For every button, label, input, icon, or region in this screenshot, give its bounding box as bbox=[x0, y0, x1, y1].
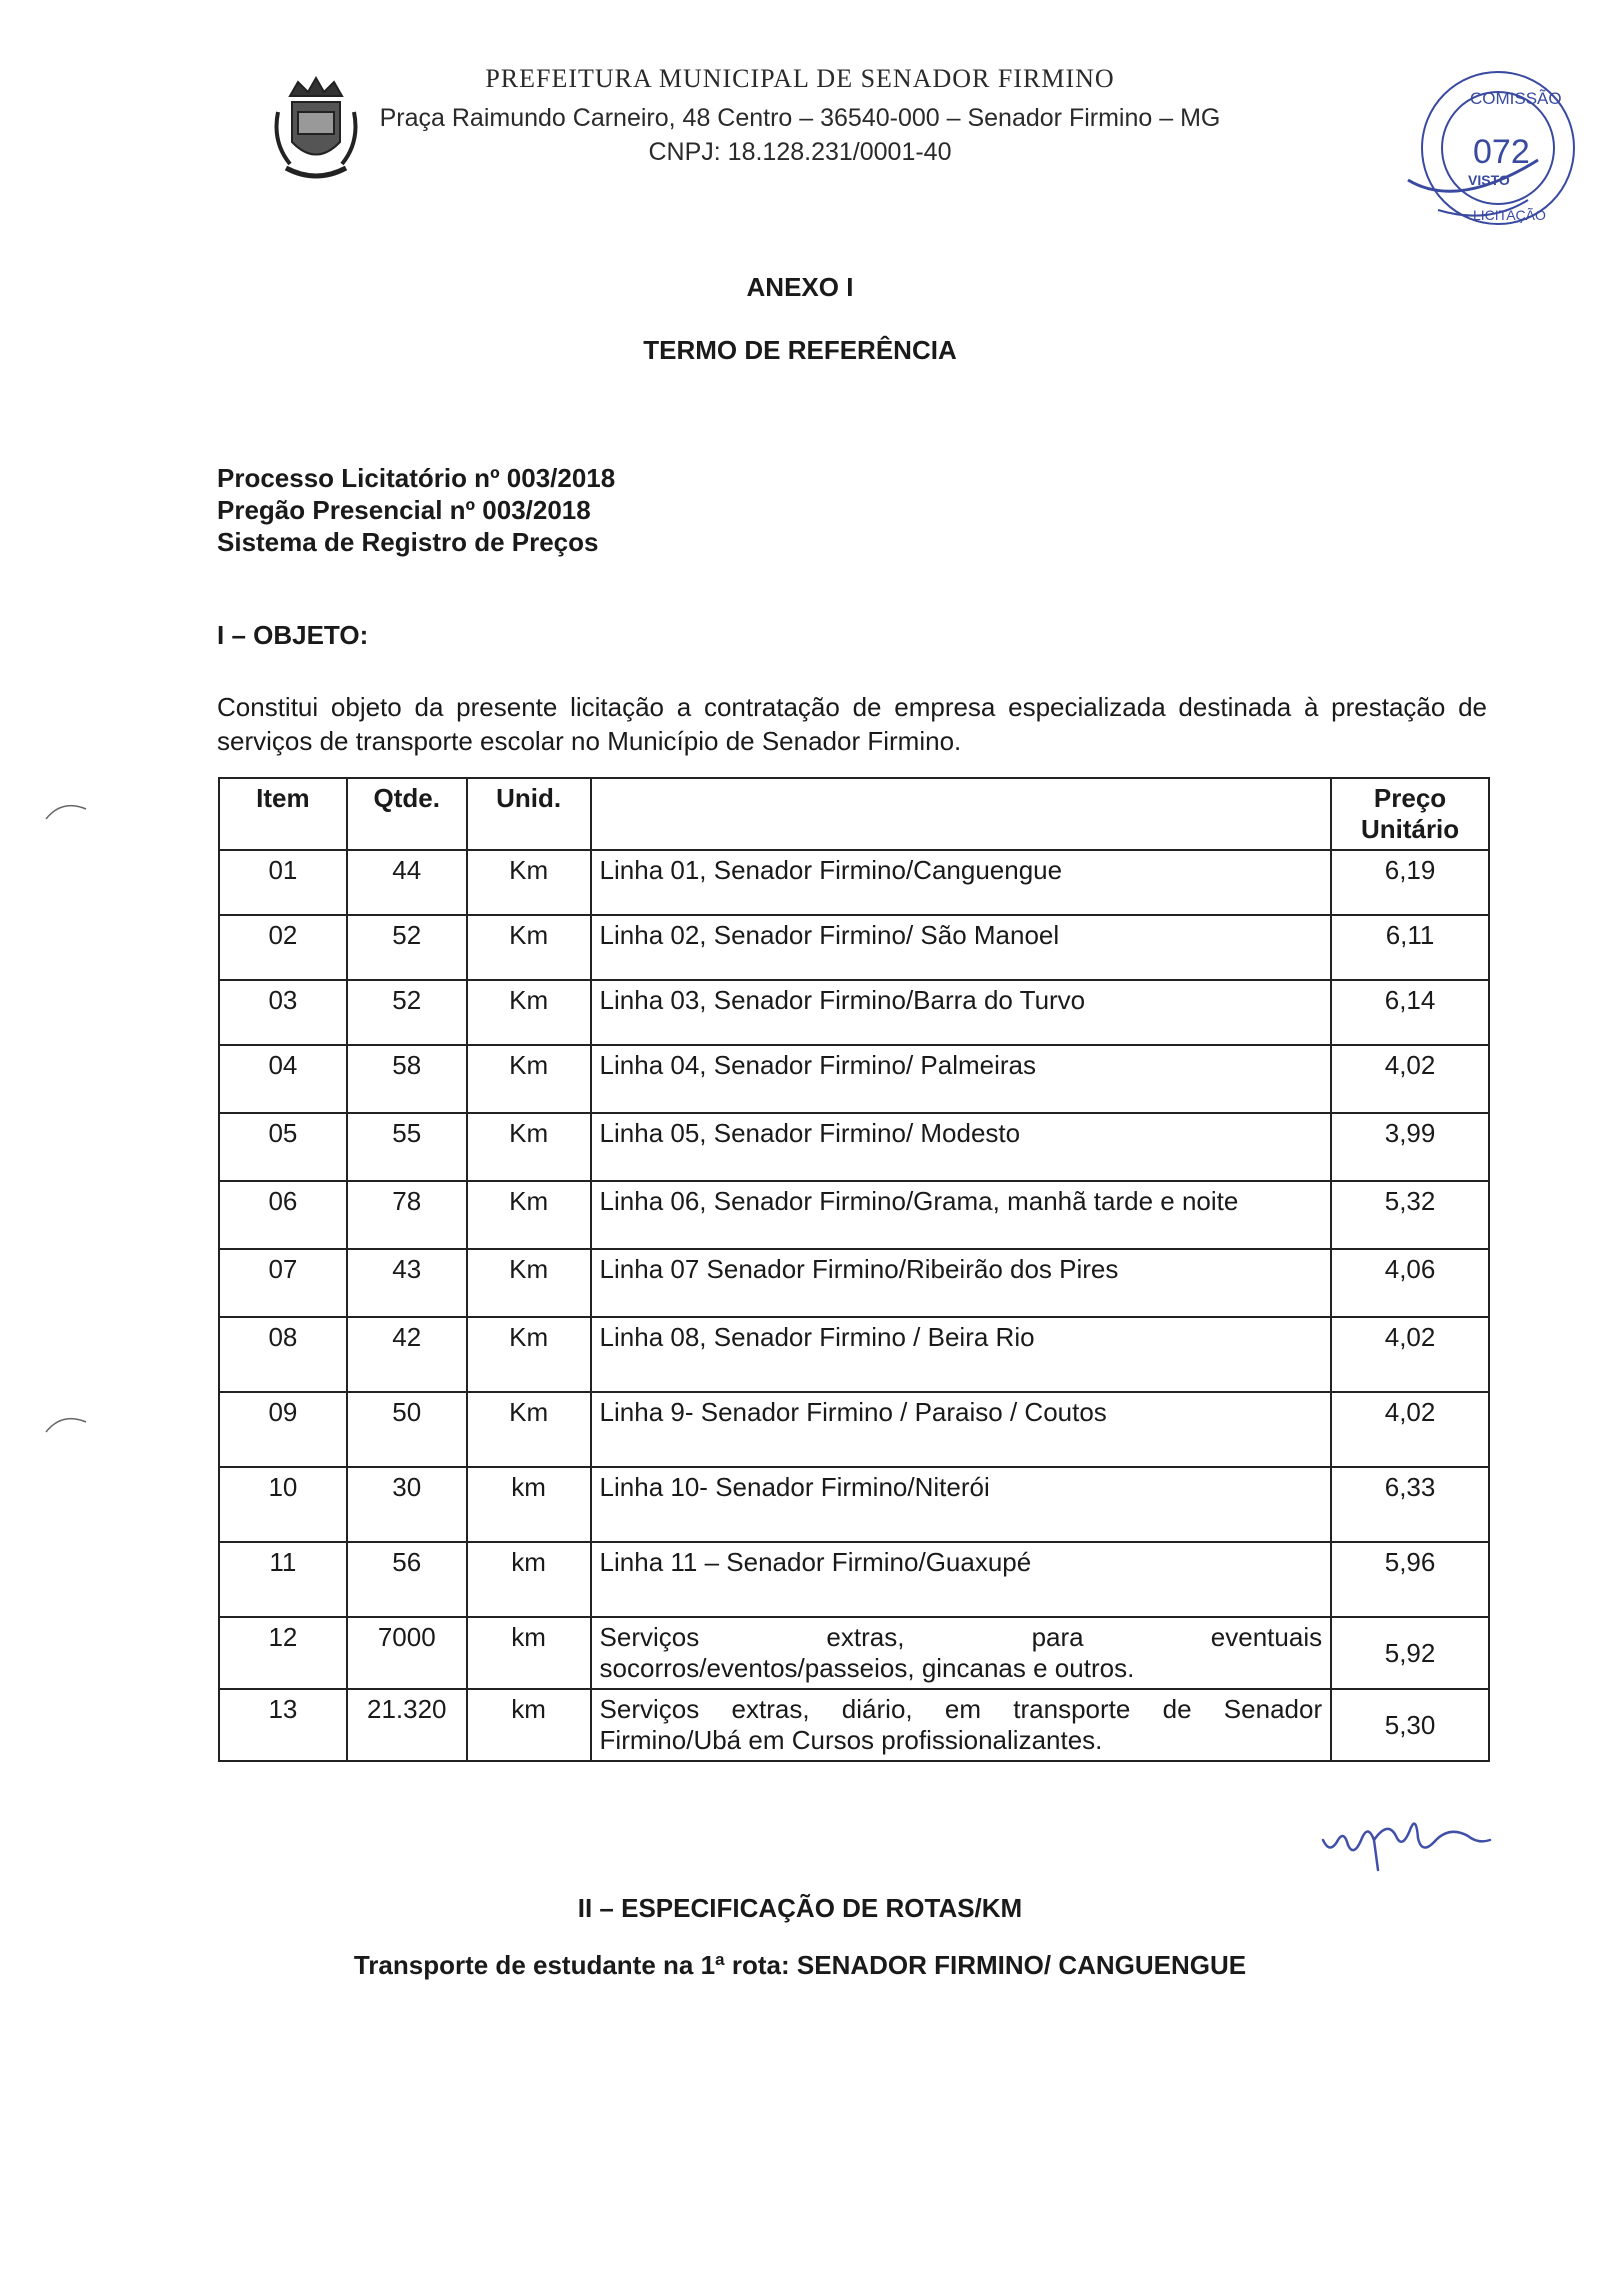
cell-qty: 78 bbox=[347, 1181, 467, 1249]
handwritten-signature bbox=[1318, 1800, 1498, 1880]
header-unit-price bbox=[1331, 778, 1489, 850]
section-rotas-subheading: Transporte de estudante na 1ª rota: SENADOR FIRMINO/ CANGUENGUE bbox=[353, 1950, 1247, 1980]
cell-item: 03 bbox=[219, 980, 347, 1045]
cell-unit: Km bbox=[467, 1392, 591, 1467]
cell-unit: Km bbox=[467, 1045, 591, 1113]
cell-unit: km bbox=[467, 1542, 591, 1617]
process-number: Processo Licitatório nº 003/2018 bbox=[217, 463, 616, 493]
cell-qty: 43 bbox=[347, 1249, 467, 1317]
cell-price: 4,02 bbox=[1331, 1392, 1489, 1467]
table-row bbox=[219, 980, 1489, 1045]
header-unit: Unid. bbox=[467, 778, 591, 850]
table-row bbox=[219, 1542, 1489, 1617]
header-price-line2: Unitário bbox=[1360, 814, 1460, 844]
cell-description bbox=[591, 1617, 1332, 1689]
cell-description: Linha 03, Senador Firmino/Barra do Turvo bbox=[591, 980, 1332, 1045]
stamp-bottom-text: LICITAÇÃO bbox=[1473, 207, 1546, 223]
cell-unit: Km bbox=[467, 850, 591, 915]
table-row bbox=[219, 915, 1489, 980]
cell-qty: 50 bbox=[347, 1392, 467, 1467]
cell-item: 08 bbox=[219, 1317, 347, 1392]
cell-description bbox=[591, 1689, 1332, 1761]
cell-description: Linha 02, Senador Firmino/ São Manoel bbox=[591, 915, 1332, 980]
cell-qty: 52 bbox=[347, 980, 467, 1045]
cell-description: Linha 9- Senador Firmino / Paraiso / Coutos bbox=[591, 1392, 1332, 1467]
cell-item: 12 bbox=[219, 1617, 347, 1689]
table-row bbox=[219, 1317, 1489, 1392]
header-item: Item bbox=[219, 778, 347, 850]
cell-qty: 52 bbox=[347, 915, 467, 980]
section-objeto-heading: I – OBJETO: bbox=[217, 620, 369, 650]
cell-qty: 56 bbox=[347, 1542, 467, 1617]
cell-item: 06 bbox=[219, 1181, 347, 1249]
table-row bbox=[219, 1249, 1489, 1317]
commission-stamp-icon bbox=[1378, 60, 1583, 240]
cell-qty: 42 bbox=[347, 1317, 467, 1392]
process-block bbox=[217, 462, 615, 558]
table-row bbox=[219, 1689, 1489, 1761]
cell-item: 02 bbox=[219, 915, 347, 980]
cell-price: 6,14 bbox=[1331, 980, 1489, 1045]
cell-price: 4,06 bbox=[1331, 1249, 1489, 1317]
annex-title: ANEXO I bbox=[746, 272, 854, 302]
table-row bbox=[219, 1113, 1489, 1181]
cell-unit: Km bbox=[467, 1113, 591, 1181]
header-cnpj: CNPJ: 18.128.231/0001-40 bbox=[648, 138, 952, 166]
header-address: Praça Raimundo Carneiro, 48 Centro – 36540-000 – Senador Firmino – MG bbox=[379, 104, 1221, 132]
cell-item: 13 bbox=[219, 1689, 347, 1761]
table-row bbox=[219, 1181, 1489, 1249]
cell-price: 3,99 bbox=[1331, 1113, 1489, 1181]
cell-description-line2: socorros/eventos/passeios, gincanas e outros. bbox=[599, 1653, 1135, 1683]
cell-price: 6,19 bbox=[1331, 850, 1489, 915]
cell-item: 07 bbox=[219, 1249, 347, 1317]
cell-description: Linha 04, Senador Firmino/ Palmeiras bbox=[591, 1045, 1332, 1113]
document-title: TERMO DE REFERÊNCIA bbox=[643, 335, 957, 365]
cell-unit: Km bbox=[467, 1317, 591, 1392]
cell-description: Linha 01, Senador Firmino/Canguengue bbox=[591, 850, 1332, 915]
cell-description: Linha 07 Senador Firmino/Ribeirão dos Pires bbox=[591, 1249, 1332, 1317]
cell-qty: 55 bbox=[347, 1113, 467, 1181]
cell-item: 05 bbox=[219, 1113, 347, 1181]
table-row bbox=[219, 850, 1489, 915]
table-row bbox=[219, 1467, 1489, 1542]
cell-unit: Km bbox=[467, 1249, 591, 1317]
cell-item: 10 bbox=[219, 1467, 347, 1542]
header-qty: Qtde. bbox=[347, 778, 467, 850]
header-organization: PREFEITURA MUNICIPAL DE SENADOR FIRMINO bbox=[485, 64, 1115, 93]
cell-description: Linha 05, Senador Firmino/ Modesto bbox=[591, 1113, 1332, 1181]
cell-price: 5,92 bbox=[1331, 1617, 1489, 1689]
cell-description: Linha 11 – Senador Firmino/Guaxupé bbox=[591, 1542, 1332, 1617]
cell-unit: Km bbox=[467, 1181, 591, 1249]
header-price-line1: Preço bbox=[1373, 783, 1447, 813]
cell-item: 04 bbox=[219, 1045, 347, 1113]
cell-price: 6,33 bbox=[1331, 1467, 1489, 1542]
cell-unit: Km bbox=[467, 915, 591, 980]
cell-qty: 21.320 bbox=[347, 1689, 467, 1761]
table-row bbox=[219, 1617, 1489, 1689]
cell-description-line1: Serviços extras, para eventuais bbox=[599, 1622, 1323, 1652]
cell-qty: 30 bbox=[347, 1467, 467, 1542]
table-header-row bbox=[219, 778, 1489, 850]
cell-unit: Km bbox=[467, 980, 591, 1045]
table-row bbox=[219, 1045, 1489, 1113]
items-table bbox=[218, 777, 1490, 1762]
cell-description: Linha 06, Senador Firmino/Grama, manhã tarde e noite bbox=[591, 1181, 1332, 1249]
cell-qty: 7000 bbox=[347, 1617, 467, 1689]
section-rotas-heading: II – ESPECIFICAÇÃO DE ROTAS/KM bbox=[577, 1893, 1023, 1923]
cell-description-line1: Serviços extras, diário, em transporte de Senador bbox=[599, 1694, 1323, 1724]
stamp-visto-text: VISTO bbox=[1468, 172, 1510, 188]
cell-unit: km bbox=[467, 1617, 591, 1689]
cell-description: Linha 08, Senador Firmino / Beira Rio bbox=[591, 1317, 1332, 1392]
pregao-number: Pregão Presencial nº 003/2018 bbox=[217, 495, 591, 525]
cell-price: 5,32 bbox=[1331, 1181, 1489, 1249]
cell-item: 09 bbox=[219, 1392, 347, 1467]
cell-unit: km bbox=[467, 1467, 591, 1542]
cell-price: 5,30 bbox=[1331, 1689, 1489, 1761]
cell-price: 4,02 bbox=[1331, 1317, 1489, 1392]
stamp-number-text: 072 bbox=[1473, 133, 1530, 171]
cell-description-line2: Firmino/Ubá em Cursos profissionalizantes. bbox=[599, 1725, 1103, 1755]
registry-system: Sistema de Registro de Preços bbox=[217, 527, 599, 557]
margin-mark-icon bbox=[42, 795, 92, 825]
section-objeto-text: Constitui objeto da presente licitação a contratação de empresa especializada destinada à prestação de serviços de transporte escolar no Município de Senador Firmino. bbox=[217, 692, 1487, 756]
margin-mark-icon bbox=[42, 1408, 92, 1438]
table-row bbox=[219, 1392, 1489, 1467]
cell-description: Linha 10- Senador Firmino/Niterói bbox=[591, 1467, 1332, 1542]
cell-unit: km bbox=[467, 1689, 591, 1761]
cell-price: 5,96 bbox=[1331, 1542, 1489, 1617]
cell-qty: 58 bbox=[347, 1045, 467, 1113]
cell-price: 6,11 bbox=[1331, 915, 1489, 980]
cell-item: 01 bbox=[219, 850, 347, 915]
header-description bbox=[591, 778, 1332, 850]
cell-item: 11 bbox=[219, 1542, 347, 1617]
cell-qty: 44 bbox=[347, 850, 467, 915]
stamp-top-text: COMISSÃO bbox=[1470, 89, 1562, 108]
cell-price: 4,02 bbox=[1331, 1045, 1489, 1113]
